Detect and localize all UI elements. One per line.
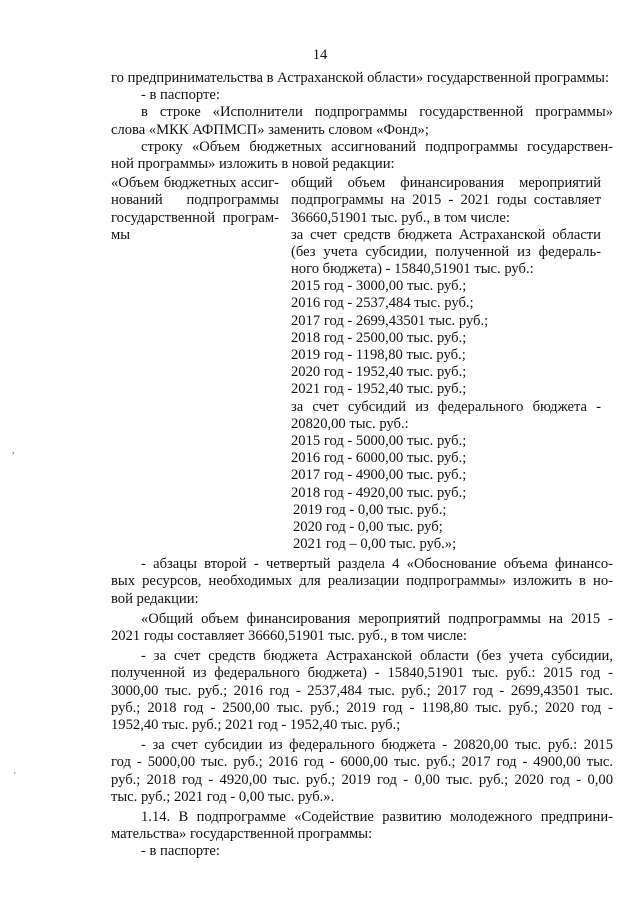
- text-line: 1.14. В подпрограмме «Содействие развитию молодежного предприни-: [141, 808, 613, 825]
- scan-mark: ,: [12, 445, 15, 456]
- table-cell-line: 2020 год - 1952,40 тыс. руб.;: [291, 364, 467, 381]
- table-cell-line: государственной програм-: [111, 209, 279, 226]
- document-body: [111, 70, 613, 860]
- text-line: строку «Объем бюджетных ассигнований подпрограммы государствен-: [141, 138, 613, 155]
- text-line: го предпринимательства в Астраханской области» государственной программы:: [111, 70, 610, 86]
- text-line: 2021 годы составляет 36660,51901 тыс. руб., в том числе:: [111, 628, 467, 644]
- table-cell-line: мы: [111, 226, 131, 243]
- text-line: слова «МКК АФПМСП» заменить словом «Фонд»;: [111, 121, 429, 138]
- text-line: «Общий объем финансирования мероприятий подпрограммы на 2015 -: [141, 610, 613, 627]
- scan-mark: ': [14, 771, 16, 782]
- table-cell-line: ного бюджета) - 15840,51901 тыс. руб.:: [291, 261, 534, 278]
- text-line: вых ресурсов, необходимых для реализации подпрограммы» изложить в но-: [111, 573, 613, 590]
- table-cell-line: (без учета субсидии, полученной из федераль-: [291, 243, 601, 260]
- table-cell-line: за счет средств бюджета Астраханской области: [291, 226, 601, 243]
- text-line: - в паспорте:: [141, 843, 220, 860]
- text-line: руб.; 2018 год - 4920,00 тыс. руб.; 2019 год - 0,00 тыс. руб.; 2020 год - 0,00: [111, 771, 613, 788]
- text-line: в строке «Исполнители подпрограммы государственной программы»: [141, 104, 613, 121]
- table-cell-line: 2018 год - 4920,00 тыс. руб.;: [291, 484, 467, 501]
- table-cell-line: 2016 год - 2537,484 тыс. руб.;: [291, 295, 474, 312]
- table-cell-line: 2017 год - 4900,00 тыс. руб.;: [291, 467, 467, 484]
- table-cell-line: 2015 год - 3000,00 тыс. руб.;: [291, 278, 467, 295]
- table-cell-line: 2021 год - 1952,40 тыс. руб.;: [291, 381, 467, 398]
- table-cell-line: «Объем бюджетных ассиг-: [111, 175, 279, 192]
- table-left-column: [111, 175, 291, 553]
- text-line: мательства» государственной программы:: [111, 826, 373, 843]
- text-line: полученной из федерального бюджета) - 15840,51901 тыс. руб.: 2015 год -: [111, 665, 613, 682]
- table-cell-line: 2017 год - 2699,43501 тыс. руб.;: [291, 312, 489, 329]
- table-right-column: [291, 175, 613, 553]
- table-cell-line: подпрограммы на 2015 - 2021 годы составляет: [291, 192, 601, 209]
- text-line: тыс. руб.; 2021 год - 0,00 тыс. руб.».: [111, 788, 335, 805]
- text-line: ной программы» изложить в новой редакции:: [111, 155, 395, 172]
- table-cell-line: 36660,51901 тыс. руб., в том числе:: [291, 209, 510, 226]
- table-cell-line: нований подпрограммы: [111, 192, 279, 209]
- table-cell-line: 20820,00 тыс. руб.:: [291, 415, 409, 432]
- text-line: год - 5000,00 тыс. руб.; 2016 год - 6000,00 тыс. руб.; 2017 год - 4900,00 тыс.: [111, 754, 613, 771]
- table-cell-line: 2019 год - 0,00 тыс. руб.;: [293, 501, 447, 518]
- text-line: 3000,00 тыс. руб.; 2016 год - 2537,484 тыс. руб.; 2017 год - 2699,43501 тыс.: [111, 682, 613, 699]
- text-line: - в паспорте:: [141, 87, 220, 104]
- text-line: 1952,40 тыс. руб.; 2021 год - 1952,40 тыс. руб.;: [111, 716, 401, 733]
- text-line: вой редакции:: [111, 590, 199, 607]
- page-number: 14: [312, 47, 328, 63]
- table-cell-line: 2019 год - 1198,80 тыс. руб.;: [291, 347, 466, 363]
- table-cell-line: 2018 год - 2500,00 тыс. руб.;: [291, 329, 467, 346]
- table-cell-line: за счет субсидий из федерального бюджета -: [291, 398, 601, 415]
- text-line: - за счет субсидии из федерального бюджета - 20820,00 тыс. руб.: 2015: [141, 737, 613, 754]
- table-cell-line: 2020 год - 0,00 тыс. руб;: [293, 518, 443, 535]
- table-cell-line: 2016 год - 6000,00 тыс. руб.;: [291, 450, 467, 467]
- table-cell-line: 2015 год - 5000,00 тыс. руб.;: [291, 432, 467, 449]
- table-cell-line: 2021 год – 0,00 тыс. руб.»;: [293, 536, 457, 553]
- text-line: - за счет средств бюджета Астраханской области (без учета субсидии,: [141, 648, 613, 665]
- text-line: - абзацы второй - четвертый раздела 4 «Обоснование объема финансо-: [141, 556, 613, 573]
- budget-table: [111, 175, 613, 553]
- text-line: руб.; 2018 год - 2500,00 тыс. руб.; 2019 год - 1198,80 тыс. руб.; 2020 год -: [111, 699, 613, 716]
- table-cell-line: общий объем финансирования мероприятий: [291, 175, 601, 192]
